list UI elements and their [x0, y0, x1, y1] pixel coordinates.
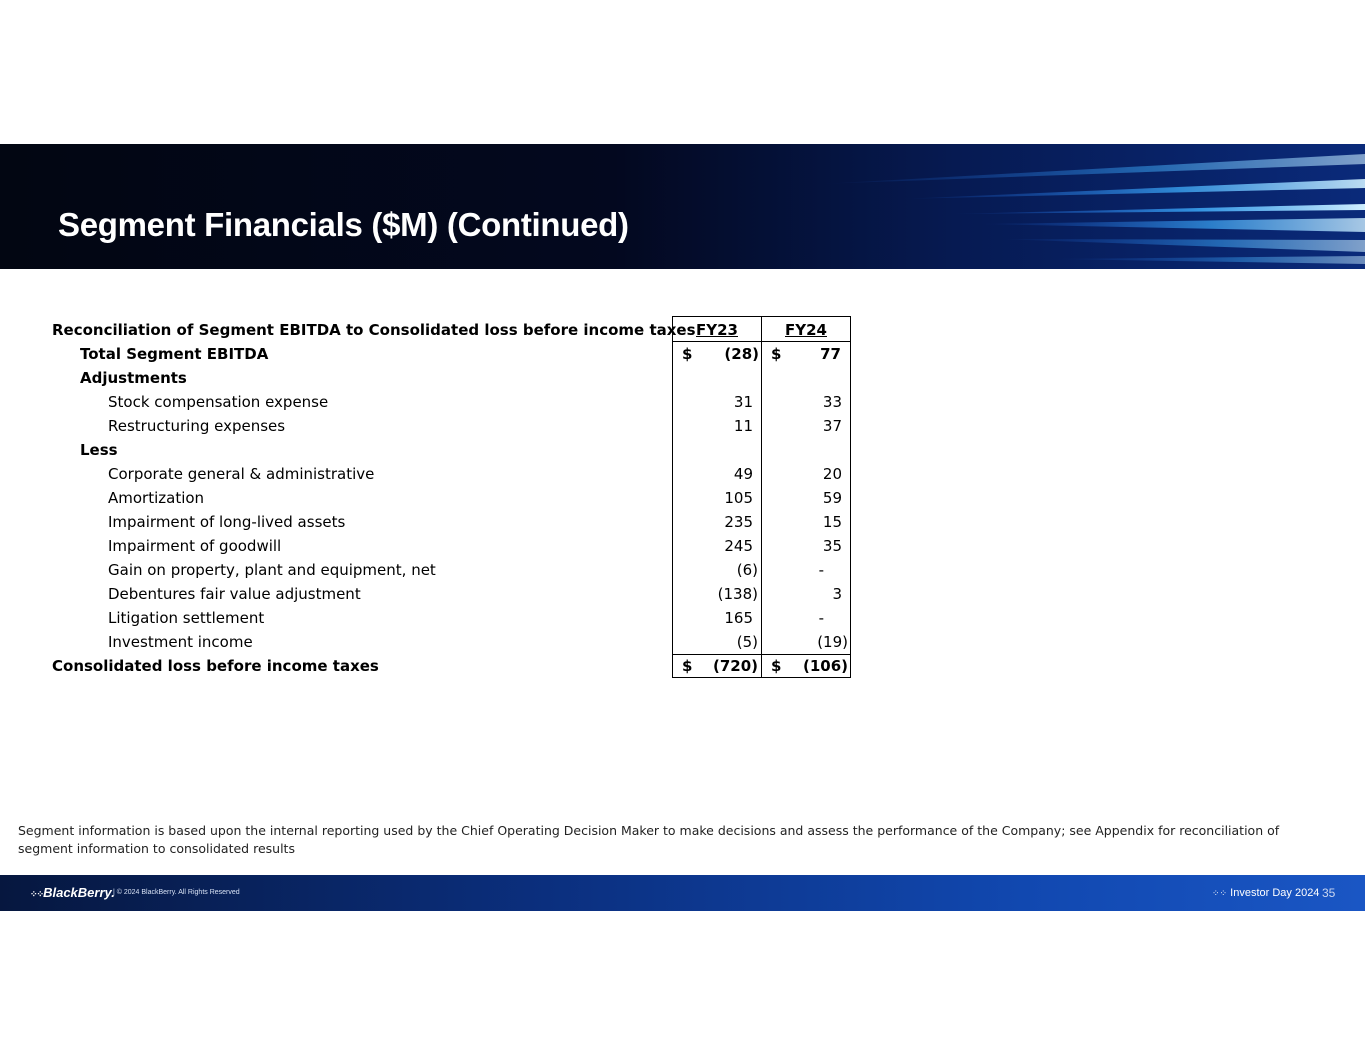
- fy23-value: (138): [717, 585, 758, 603]
- fy24-value: 35: [822, 537, 842, 555]
- footer-bar: [0, 875, 1365, 911]
- blackberry-dots-icon: ⁘⁘: [30, 889, 44, 899]
- table-row: [0, 630, 860, 654]
- row-label: Investment income: [108, 633, 253, 651]
- table-row: [0, 558, 860, 582]
- table-row: [0, 486, 860, 510]
- column-header-fy24: FY24: [785, 321, 827, 339]
- fy24-value: -: [818, 561, 824, 579]
- row-label: Total Segment EBITDA: [80, 345, 269, 363]
- fy23-value: 49: [733, 465, 753, 483]
- event-name: Investor Day 2024: [1230, 887, 1320, 899]
- fy23-value: (720): [712, 657, 758, 675]
- table-row: [0, 390, 860, 414]
- table-row: [0, 606, 860, 630]
- fy24-value: 3: [832, 585, 842, 603]
- fy23-value: 235: [724, 513, 753, 531]
- row-label: Gain on property, plant and equipment, net: [108, 561, 436, 579]
- fy24-value: 77: [820, 345, 841, 363]
- row-label: Less: [80, 441, 118, 459]
- table-total-row: [0, 654, 860, 678]
- row-label: Adjustments: [80, 369, 187, 387]
- table-row: [0, 414, 860, 438]
- row-label: Restructuring expenses: [108, 417, 286, 435]
- table-row: [0, 462, 860, 486]
- fy23-value: (5): [736, 633, 758, 651]
- table-row: [0, 342, 860, 366]
- page-number: 35: [1322, 886, 1336, 900]
- fy23-value: 165: [724, 609, 753, 627]
- currency-symbol: $: [682, 345, 693, 363]
- blackberry-logo: [30, 885, 115, 900]
- title-banner: [0, 144, 1365, 269]
- table-row: [0, 582, 860, 606]
- row-label: Debentures fair value adjustment: [108, 585, 361, 603]
- table-heading: Reconciliation of Segment EBITDA to Consolidated loss before income taxes: [52, 321, 696, 339]
- fy23-value: (6): [736, 561, 758, 579]
- fy23-value: 31: [733, 393, 753, 411]
- table-row: [0, 366, 860, 390]
- table-row: [0, 534, 860, 558]
- fy24-value: 15: [822, 513, 842, 531]
- row-label: Consolidated loss before income taxes: [52, 657, 379, 675]
- currency-symbol: $: [771, 345, 782, 363]
- fy24-value: 37: [822, 417, 842, 435]
- slide-title: Segment Financials ($M) (Continued): [58, 206, 629, 243]
- fy24-value: 20: [822, 465, 842, 483]
- table-row: [0, 438, 860, 462]
- blackberry-dots-icon: ⁘⁘: [1212, 888, 1228, 898]
- copyright-text: | © 2024 BlackBerry. All Rights Reserved: [113, 889, 240, 896]
- fy24-value: -: [818, 609, 824, 627]
- fy23-value: 245: [724, 537, 753, 555]
- fy23-value: 11: [733, 417, 753, 435]
- table-header-row: [0, 318, 860, 342]
- column-header-fy23: FY23: [696, 321, 738, 339]
- fy24-value: (19): [817, 633, 848, 651]
- table-row: [0, 510, 860, 534]
- row-label: Impairment of long-lived assets: [108, 513, 346, 531]
- row-label: Amortization: [108, 489, 205, 507]
- currency-symbol: $: [682, 657, 693, 675]
- row-label: Corporate general & administrative: [108, 465, 375, 483]
- brand-name: BlackBerry.: [43, 885, 115, 900]
- row-label: Stock compensation expense: [108, 393, 329, 411]
- fy24-value: 33: [822, 393, 842, 411]
- row-label: Litigation settlement: [108, 609, 265, 627]
- fy24-value: (106): [802, 657, 848, 675]
- row-label: Impairment of goodwill: [108, 537, 282, 555]
- fy23-value: 105: [724, 489, 753, 507]
- fy24-value: 59: [822, 489, 842, 507]
- event-label: [1212, 887, 1319, 899]
- footnote: Segment information is based upon the internal reporting used by the Chief Operating Decision Maker to make decisions and assess the performance of the Company; see Appendix for reconciliation of segment information to consolidated results: [18, 823, 1280, 856]
- currency-symbol: $: [771, 657, 782, 675]
- fy23-value: (28): [724, 345, 759, 363]
